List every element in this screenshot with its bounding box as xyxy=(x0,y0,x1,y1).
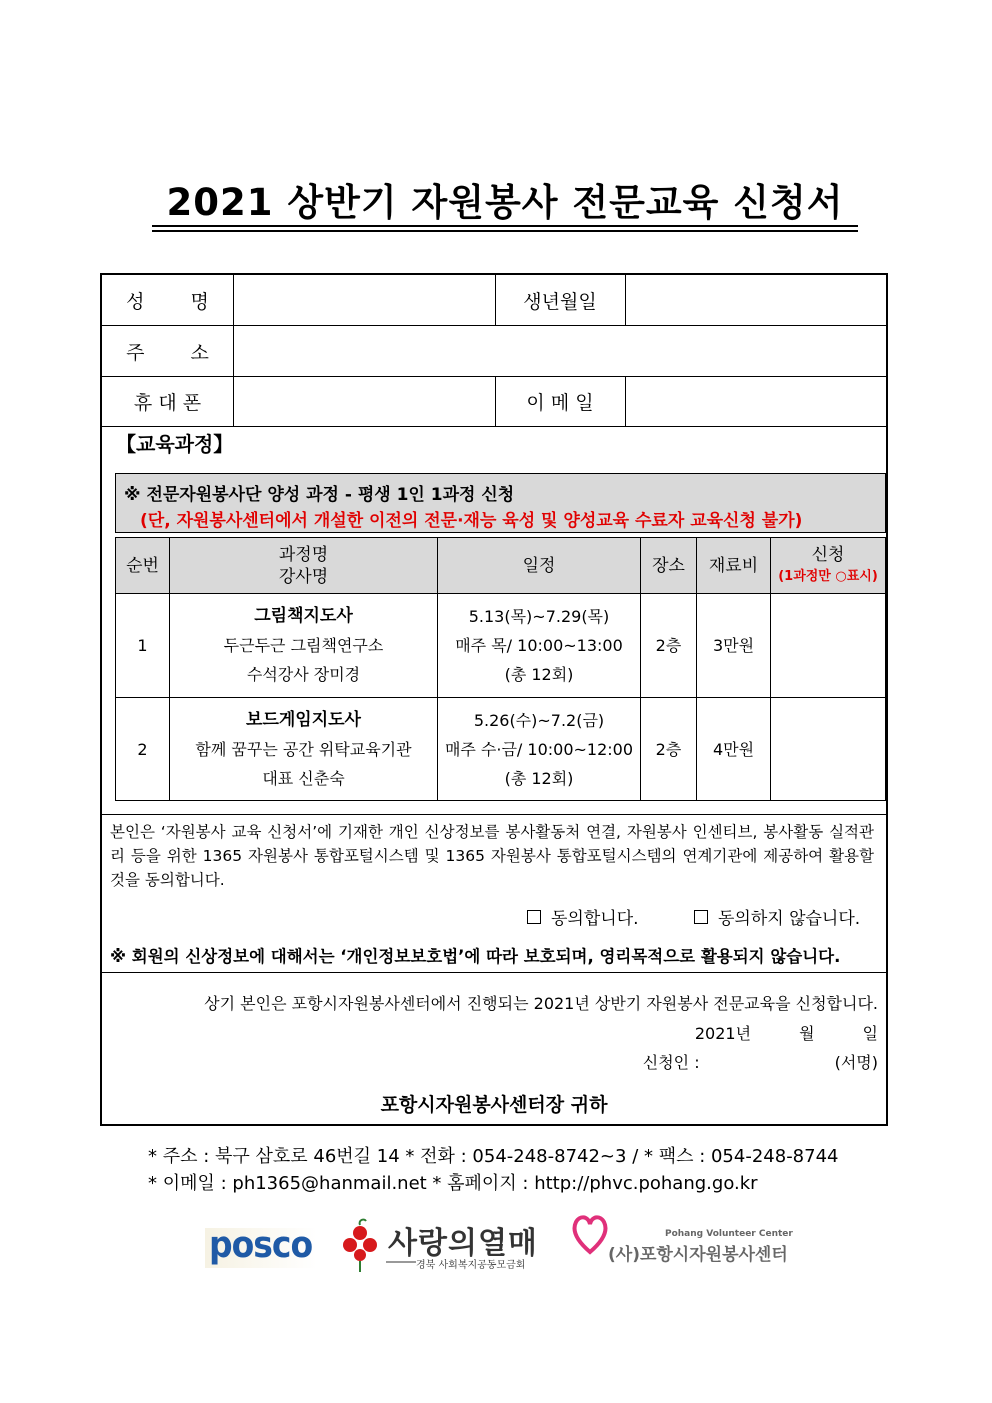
address-label: 주 소 xyxy=(126,341,209,364)
footer-address: * 주소 : 북구 삼호로 46번길 14 * 전화 : 054-248-8742~3 / * 팩스 : 054-248-8744 xyxy=(148,1146,839,1167)
email-field[interactable] xyxy=(626,376,888,426)
apply-cell-1[interactable] xyxy=(771,594,885,697)
divider xyxy=(102,972,888,973)
header-no: 순번 xyxy=(116,538,169,593)
notice-line: ※ 전문자원봉사단 양성 과정 - 평생 1인 1과정 신청 xyxy=(124,485,515,505)
apply-cell-2[interactable] xyxy=(771,698,885,800)
course-org: 함께 꿈꾸는 공간 위탁교육기관 xyxy=(195,739,412,759)
posco-logo: posco xyxy=(209,1223,313,1266)
phone-label: 휴 대 폰 xyxy=(133,391,202,414)
title-underline xyxy=(152,225,858,227)
privacy-notice: ※ 회원의 신상정보에 대해서는 ‘개인정보보호법’에 따라 보호되며, 영리목적으로 활용되지 않습니다. xyxy=(110,947,841,966)
section-title: 【교육과정】 xyxy=(116,432,234,456)
title-underline-2 xyxy=(152,230,858,232)
apply-note: (1과정만 ○표시) xyxy=(778,568,878,584)
notice-warning: (단, 자원봉사센터에서 개설한 이전의 전문·재능 육성 및 양성교육 수료자 교육신청 불가) xyxy=(140,511,803,531)
love-fruit-subtext: 경북 사회복지공동모금회 xyxy=(416,1260,526,1271)
header-apply: 신청 (1과정만 ○표시) xyxy=(771,538,885,593)
header-place: 장소 xyxy=(641,538,696,593)
footer-contact: * 이메일 : ph1365@hanmail.net * 홈페이지 : http://phvc.pohang.go.kr xyxy=(148,1173,758,1194)
schedule-cell: 5.13(목)~7.29(목) 매주 목/ 10:00~13:00 (총 12회) xyxy=(455,607,623,684)
checkbox-disagree[interactable] xyxy=(694,910,708,924)
date-line: 2021년 월 일 xyxy=(694,1024,878,1043)
love-fruit-text: 사랑의열매 xyxy=(388,1226,538,1261)
schedule-cell: 5.26(수)~7.2(금) 매주 수·금/ 10:00~12:00 (총 12회) xyxy=(444,710,634,788)
course-name: 보드게임지도사 xyxy=(246,709,361,730)
row-no: 1 xyxy=(137,636,148,655)
row-no: 2 xyxy=(137,739,148,759)
table-row xyxy=(170,594,437,697)
name-label: 성 명 xyxy=(126,290,209,313)
header-course: 과정명 강사명 xyxy=(170,538,437,593)
page-title: 2021 상반기 자원봉사 전문교육 신청서 xyxy=(166,181,844,224)
birth-label: 생년월일 xyxy=(523,290,597,313)
header-schedule: 일정 xyxy=(438,538,640,593)
divider xyxy=(102,814,888,815)
course-org: 두근두근 그림책연구소 xyxy=(223,636,384,655)
phvc-logo-en: Pohang Volunteer Center xyxy=(665,1229,793,1239)
checkbox-agree[interactable] xyxy=(527,910,541,924)
phvc-logo-ko: (사)포항시자원봉사센터 xyxy=(608,1245,788,1265)
course-instructor: 수석강사 장미경 xyxy=(246,665,361,684)
application-statement: 상기 본인은 포항시자원봉사센터에서 진행되는 2021년 상반기 자원봉사 전문교육을 신청합니다. xyxy=(204,994,878,1013)
phone-field[interactable] xyxy=(234,376,495,426)
place-cell: 2층 xyxy=(655,636,682,655)
notice-box xyxy=(115,473,886,533)
course-name: 그림책지도사 xyxy=(254,606,353,626)
applicant-line: 신청인 : (서명) xyxy=(642,1053,878,1072)
divider xyxy=(102,426,888,427)
phvc-heart-icon xyxy=(570,1212,610,1256)
fee-cell: 3만원 xyxy=(712,636,755,655)
name-field[interactable] xyxy=(234,275,495,325)
email-label: 이 메 일 xyxy=(526,391,594,414)
application-form xyxy=(100,273,888,1126)
header-fee: 재료비 xyxy=(697,538,770,593)
table-row xyxy=(170,698,437,800)
course-instructor: 대표 신춘숙 xyxy=(262,768,345,788)
consent-text: 본인은 ‘자원봉사 교육 신청서’에 기재한 개인 신상정보를 봉사활동처 연결, 자원봉사 인센티브, 봉사활동 실적관리 등을 위한 1365 자원봉사 통합포털시스템 및 1365 자원봉사 통합포털시스템의 연계기관에 제공하여 활용할 것을 동의합니다. xyxy=(110,823,874,889)
recipient: 포항시자원봉사센터장 귀하 xyxy=(380,1094,608,1116)
place-cell: 2층 xyxy=(655,739,682,759)
address-field[interactable] xyxy=(234,326,888,376)
course-table xyxy=(115,537,886,801)
fee-cell: 4만원 xyxy=(712,739,755,759)
agree-option[interactable]: 동의합니다. xyxy=(527,904,639,929)
birth-field[interactable] xyxy=(626,275,888,325)
disagree-option[interactable]: 동의하지 않습니다. xyxy=(694,904,860,929)
